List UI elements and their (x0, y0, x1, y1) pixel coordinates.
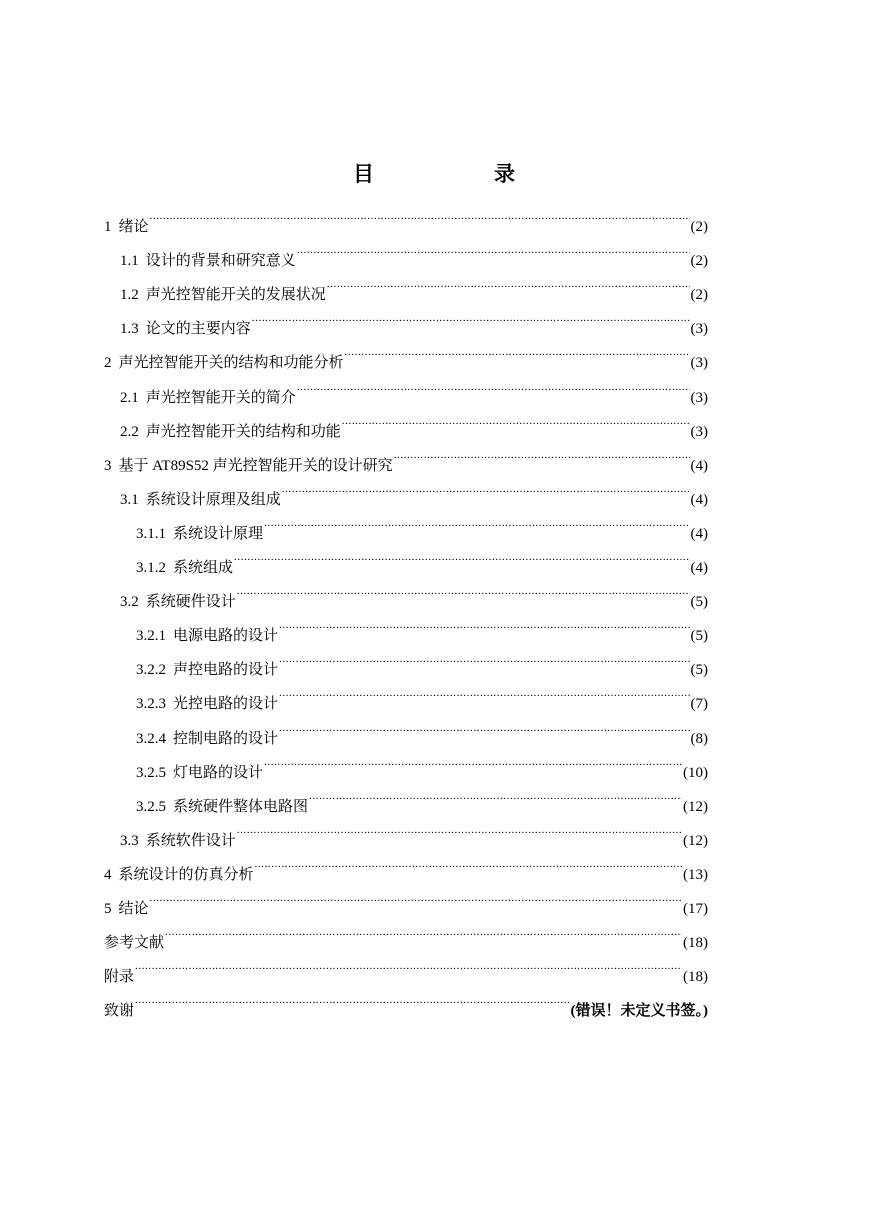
toc-entry-title: 参考文献 (104, 935, 165, 952)
toc-entry-number: 2.1 (120, 389, 139, 406)
toc-entry-number: 3.1 (120, 491, 139, 508)
toc-entry-number: 2 (104, 355, 112, 372)
toc-entry-title: 声光控智能开关的结构和功能 (145, 423, 341, 440)
toc-dot-leader (255, 845, 682, 879)
toc-entry-page: (3) (690, 355, 708, 372)
toc-dot-leader (297, 231, 690, 265)
toc-entry-page: (4) (690, 525, 708, 542)
toc-entry-number: 3.2.5 (136, 764, 166, 781)
toc-entry-number: 1.3 (120, 321, 139, 338)
toc-entry-page: (2) (690, 287, 708, 304)
toc-entry-page: (3) (690, 389, 708, 406)
toc-entry-page: (13) (683, 866, 708, 883)
toc-entry-title: 系统软件设计 (145, 832, 236, 849)
toc-entry-page: (17) (683, 900, 708, 917)
toc-dot-leader (234, 538, 689, 572)
toc-entry-title: 光控电路的设计 (173, 696, 279, 713)
toc-entry-number: 1 (104, 219, 112, 236)
toc-dot-leader (345, 333, 690, 367)
toc-entry-title: 结论 (118, 900, 149, 917)
toc-entry-page: (4) (690, 560, 708, 577)
toc-entry-number: 3.2.2 (136, 662, 166, 679)
toc-entry-number: 1.2 (120, 287, 139, 304)
toc-entry-title: 论文的主要内容 (145, 321, 251, 338)
toc-entry-number: 3.2.1 (136, 628, 166, 645)
toc-entry-page: (4) (690, 457, 708, 474)
toc-list (104, 197, 708, 1020)
toc-dot-leader (279, 674, 689, 708)
toc-entry-number: 4 (104, 866, 112, 883)
toc-entry-title: 系统设计原理及组成 (145, 491, 281, 508)
toc-title-char-2: 录 (494, 162, 515, 186)
toc-dot-leader (237, 572, 690, 606)
toc-entry-title: 附录 (104, 969, 135, 986)
toc-title (0, 158, 869, 190)
toc-entry-title: 系统设计的仿真分析 (118, 866, 254, 883)
toc-dot-leader (150, 197, 690, 231)
toc-entry-page: (12) (683, 798, 708, 815)
toc-entry-title: 系统硬件设计 (145, 594, 236, 611)
toc-entry-page: (10) (683, 764, 708, 781)
toc-entry-number: 1.1 (120, 253, 139, 270)
toc-dot-leader (264, 504, 689, 538)
toc-entry[interactable] (104, 879, 708, 917)
toc-dot-leader (297, 367, 690, 401)
toc-entry-page: (18) (683, 935, 708, 952)
toc-entry-number: 3.2.3 (136, 696, 166, 713)
toc-entry-title: 声控电路的设计 (173, 662, 279, 679)
toc-entry-number: 3 (104, 457, 112, 474)
toc-entry-title: 系统硬件整体电路图 (173, 798, 309, 815)
toc-dot-leader (309, 777, 682, 811)
toc-entry-page: (4) (690, 491, 708, 508)
toc-dot-leader (342, 402, 690, 436)
toc-title-char-1: 目 (353, 162, 374, 186)
toc-entry-page-error: (错误！未定义书签。) (570, 1003, 708, 1020)
toc-entry-number: 3.1.2 (136, 560, 166, 577)
toc-dot-leader (394, 436, 690, 470)
toc-entry-title: 灯电路的设计 (173, 764, 264, 781)
toc-entry-title: 基于 AT89S52 声光控智能开关的设计研究 (118, 457, 393, 474)
toc-entry-page: (5) (690, 628, 708, 645)
toc-entry-page: (7) (690, 696, 708, 713)
toc-entry-title: 电源电路的设计 (173, 628, 279, 645)
toc-dot-leader (135, 981, 569, 1015)
toc-entry-title: 声光控智能开关的结构和功能分析 (118, 355, 344, 372)
toc-entry-page: (5) (690, 594, 708, 611)
toc-dot-leader (165, 913, 682, 947)
toc-dot-leader (279, 708, 689, 742)
toc-entry-page: (18) (683, 969, 708, 986)
toc-entry-number: 3.2.5 (136, 798, 166, 815)
toc-dot-leader (252, 299, 690, 333)
toc-entry-number: 3.3 (120, 832, 139, 849)
toc-entry-title: 系统组成 (173, 560, 234, 577)
toc-dot-leader (135, 947, 682, 981)
toc-entry-title: 声光控智能开关的简介 (145, 389, 296, 406)
toc-entry-title: 绪论 (118, 219, 149, 236)
toc-entry-number: 2.2 (120, 423, 139, 440)
toc-entry-number: 3.1.1 (136, 525, 166, 542)
toc-dot-leader (237, 811, 682, 845)
toc-entry-page: (2) (690, 253, 708, 270)
toc-entry-title: 系统设计原理 (173, 525, 264, 542)
toc-dot-leader (282, 470, 690, 504)
toc-entry-number: 3.2 (120, 594, 139, 611)
toc-dot-leader (150, 879, 682, 913)
toc-entry-page: (3) (690, 423, 708, 440)
toc-entry[interactable] (104, 981, 708, 1020)
toc-entry-number: 5 (104, 900, 112, 917)
toc-entry[interactable] (104, 231, 708, 270)
toc-entry[interactable] (104, 197, 708, 236)
toc-dot-leader (327, 265, 690, 299)
toc-dot-leader (264, 743, 682, 777)
toc-entry[interactable] (104, 913, 708, 952)
toc-entry-page: (8) (690, 730, 708, 747)
toc-entry-title: 设计的背景和研究意义 (145, 253, 296, 270)
toc-entry-page: (3) (690, 321, 708, 338)
toc-dot-leader (279, 606, 689, 640)
toc-entry-page: (2) (690, 219, 708, 236)
toc-entry-title: 致谢 (104, 1003, 135, 1020)
toc-entry[interactable] (104, 947, 708, 986)
toc-entry-title: 控制电路的设计 (173, 730, 279, 747)
toc-entry-title: 声光控智能开关的发展状况 (145, 287, 326, 304)
toc-entry-page: (12) (683, 832, 708, 849)
toc-entry-page: (5) (690, 662, 708, 679)
toc-dot-leader (279, 640, 689, 674)
toc-entry-number: 3.2.4 (136, 730, 166, 747)
